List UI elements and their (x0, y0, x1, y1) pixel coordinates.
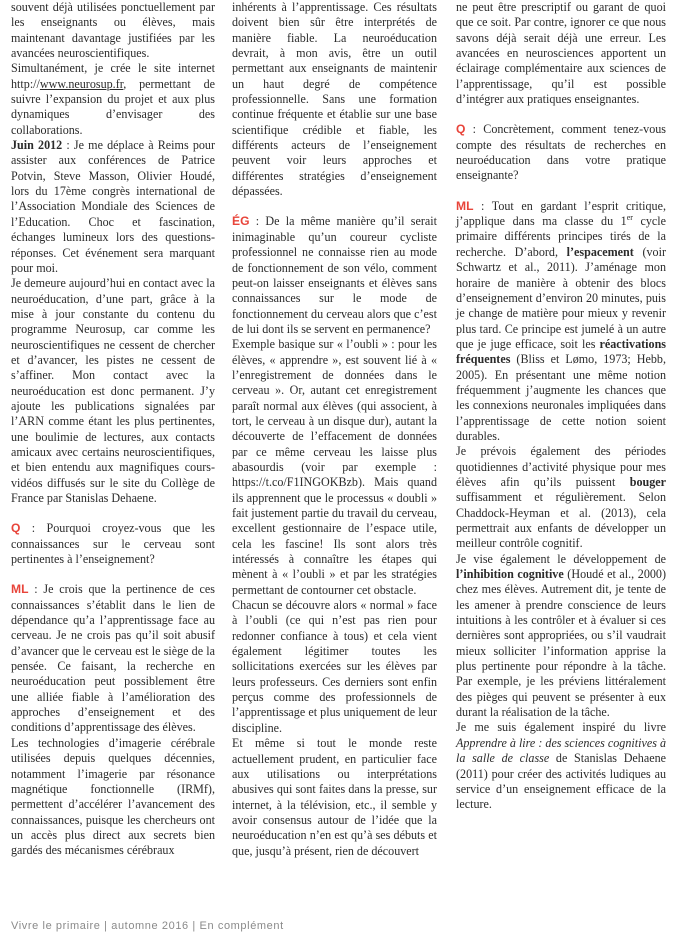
text-run: Je prévois également des périodes quotidiennes d’activité physique pour mes élèves afin qu’ils puissent (456, 444, 666, 489)
paragraph: Et même si tout le monde reste actuellement prudent, en particulier face aux utilisations ou interprétations abusives qui sont faites dans la presse, sur internet, à la télévision, etc., il semble y avoir consensus autour de l’idée que la neuroéducation n’en est qu’à ses débuts et que, jusqu’à présent, rien de découvert (232, 736, 437, 858)
text-run: : Concrètement, comment tenez-vous compte des résultats de recherches en neuroéducation dans votre pratique enseignante? (456, 122, 666, 183)
superscript: er (626, 213, 633, 223)
question (11, 521, 215, 567)
paragraph (456, 552, 666, 721)
book-title: Apprendre à lire : des sciences cognitives à la salle de classe (456, 735, 666, 766)
answer (232, 214, 437, 337)
question (456, 122, 666, 183)
left-column (11, 0, 215, 859)
paragraph: Exemple basique sur « l’oubli » : pour les élèves, « apprendre », est souvent lié à « l’enregistrement de données dans le cerveau ». Or, autant cet enregistrement paraît normal aux élèves (qui associent, à tort, le cerveau à un disque dur), autant la découverte de l’effacement de données par ce même cerveau les laisse plus abasourdis (voir par exemple : https://t.co/F1INGOKBzb). Mais quand ils apprennent que le processus « doubli » fait justement partie du travail du cerveau, excellent gestionnaire de l’espace utile, cela les fascine! Ils sont alors très intéressés à connaître les étapes qui mènent à « l’oubli » et par les stratégies permettant de contourner cet obstacle. (232, 337, 437, 597)
key-term: l’espacement (566, 244, 634, 259)
speaker-label: ÉG (232, 214, 250, 229)
text-run: cycle primaire différents principes tirés de la recherche. D’abord, (456, 214, 666, 259)
speaker-label: ML (456, 198, 474, 213)
text-run: : Pourquoi croyez-vous que les connaissances sur le cerveau sont pertinentes à l’enseignement? (11, 521, 215, 567)
paragraph: Chacun se découvre alors « normal » face à l’oubli (ce qui n’est pas rien pour redonner confiance à tous) et cela vient également légitimer toutes les sollicitations exercées sur les élèves par leurs professeurs. Ces derniers sont enfin perçus comme des professionnels de l’apprentissage et plus uniquement de leur discipline. (232, 598, 437, 735)
paragraph (456, 720, 666, 812)
right-column (456, 0, 666, 813)
paragraph: Les technologies d’imagerie cérébrale utilisées depuis quelques décennies, notamment l’imagerie par résonance magnétique fonctionnelle (IRMf), permettent d’accélérer l’avancement des connaissances, puisque les chercheurs ont un accès plus direct aux secrets bien gardés des mécanismes cérébraux (11, 735, 215, 858)
speaker-label: Q (11, 521, 21, 536)
page-footer: Vivre le primaire | automne 2016 | En complément (11, 920, 284, 932)
paragraph (456, 444, 666, 551)
answer (11, 582, 215, 735)
paragraph (11, 61, 215, 138)
paragraph: inhérents à l’apprentissage. Ces résultats doivent bien sûr être interprétés de manière fiable. La neuroéducation devrait, à mon avis, être un outil permettant aux enseignants de maintenir un haut degré de compétence professionnelle. Sans une formation continue fréquente et établie sur une base scientifique crédible et fiable, les différents acteurs de l’enseignement peuvent voir leurs approches et différentes stratégies d’enseignement dépassées. (232, 0, 437, 199)
text-run: : Tout en gardant l’esprit critique, j’applique dans ma classe du 1 (456, 198, 666, 229)
key-term: l’inhibition cognitive (456, 567, 564, 582)
middle-column (232, 0, 437, 859)
text-run: de Stanislas Dehaene (2011) pour créer des activités ludiques au service d’un enseignement efficace de la lecture. (456, 751, 666, 812)
answer (456, 199, 666, 445)
paragraph: souvent déjà utilisées ponctuellement par les enseignants ou élèves, mais maintenant davantage justifiées par les avancées neuroscientifiques. (11, 0, 215, 61)
text-run: : Je crois que la pertinence de ces connaissances s’établit dans le lien de dépendance qu’a l’apprentissage face au cerveau. Je ne crois pas qu’il soit abusif d’avancer que le cerveau est le siège de la pensée. Ce faisant, la recherche en neuroéducation peut possiblement être une alliée fiable à l’amélioration des approches d’enseignement et des conditions d’apprentissage des élèves. (11, 582, 215, 735)
text-run: Je me suis également inspiré du livre (456, 720, 666, 735)
paragraph (11, 138, 215, 276)
date-label: Juin 2012 (11, 138, 63, 153)
paragraph: ne peut être prescriptif ou garant de quoi que ce soit. Par contre, ignorer ce que nous savons déjà serait déjà une erreur. Les avancées en neurosciences apportent un éclairage complémentaire aux sciences de l’apprentissage, qu’il est possible d’intégrer aux pratiques enseignantes. (456, 0, 666, 107)
speaker-label: Q (456, 122, 466, 137)
text-run: Je vise également le développement de (456, 551, 666, 566)
website-link[interactable]: www.neurosup.fr (39, 76, 124, 91)
text-run: (Houdé et al., 2000) chez mes élèves. Autrement dit, je tente de les amener à prendre conscience de leurs intuitions à les contrôler et à évaluer si ces dernières sont appropriées, ou s’il vaudrait mieux solliciter l’information apprise la plus pertinente pour répondre à la tâche. Par exemple, je les préviens littéralement des pièges qui peuvent se présenter à eux durant la réalisation de la tâche. (456, 567, 666, 720)
text-run: : Je me déplace à Reims pour assister aux conférences de Patrice Potvin, Steve Masson, Olivier Houdé, lors du 17ème congrès international de l’Association Mondiale des Sciences de l’Education. Choc et fascination, échanges lumineux lors des questions-réponses. Cet événement sera marquant pour moi. (11, 138, 215, 275)
text-run: : De la même manière qu’il serait inimaginable qu’un coureur cycliste professionnel ne connaisse rien au mode de fonctionnement de son vélo, comment peut-on laisser enseignants et élèves sans connaissances sur le mode de fonctionnement du cerveau alors que c’est de lui dont ils se servent en permanence? (232, 214, 437, 336)
text-run: Simultanément, je crée le site internet http:// (11, 61, 215, 91)
key-term: bouger (629, 474, 666, 489)
text-run: (voir Schwartz et al., 2011). J’aménage mon horaire de manière à obtenir des blocs d’enseignement d’environ 20 minutes, puis je change de matière pour mieux y revenir plus tard. Ce principe est jumelé à un autre que je juge efficace, soit les (456, 244, 666, 351)
speaker-label: ML (11, 582, 29, 597)
text-run: , permettant de suivre l’expansion du projet et aux plus dynamiques d’envisager des collaborations. (11, 76, 215, 137)
paragraph: Je demeure aujourd’hui en contact avec la neuroéducation, d’une part, grâce à la mise à jour constante du contenu du programme Neurosup, car comme les neuroscientifiques ne cessent de chercher et d’avancer, les pistes ne cessent de s’affiner. Mon contact avec la neuroéducation est donc permanent. J’y ajoute les publications signalées par l’ARN comme étant les plus pertinentes, une boulimie de lectures, aux contacts amicaux avec certains neuroscientifiques, et bien entendu aux magnifiques cours-vidéos diffusés sur le site du Collège de France par Stanislas Dehaene. (11, 276, 215, 505)
text-run: suffisamment et régulièrement. Selon Chaddock-Heyman et al. (2013), cela permettrait aux enfants de développer un meilleur contrôle cognitif. (456, 490, 666, 551)
text-run: (Bliss et Lømo, 1973; Hebb, 2005). En présentant une même notion fréquemment j’augmente les chances que les connexions neuronales impliquées dans l’apprentissage de cette notion soient durables. (456, 352, 666, 443)
key-term: réactivations fréquentes (456, 336, 666, 367)
